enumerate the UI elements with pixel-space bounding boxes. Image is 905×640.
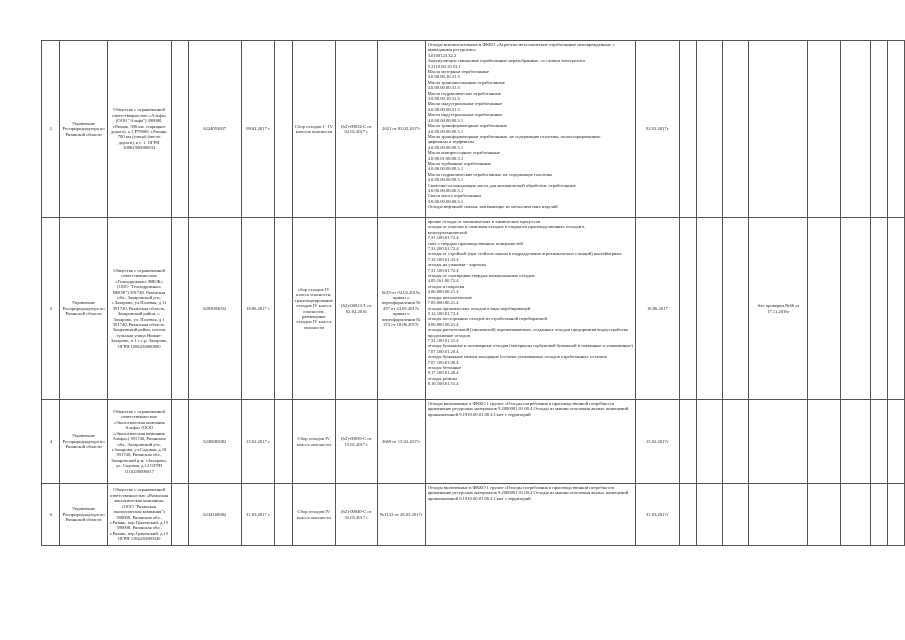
empty-cell (840, 218, 871, 400)
registration-date-cell: 15.02.2017 г (241, 400, 275, 484)
waste-list-cell: прочие отходы от механических и химических процессов отходы от очистки и сжигания отходов в открытом производственных отходов в культуртехнической 7.31.100.01.72.4 смет с твёрдых производственных поверхностей 7.31.200.01.72.4 отходы от стройной (при стойлом заказы в подразделение агрохимических станций) контейнерных 7.32.100.01.33.4 отходы на упаковке - картоны 7.31.100.01.72.4 отходы от сортировки твердых коммунальных отходов 4.05.161.00.72.4 отходы и покраски 4.06.000.00.21.4 отходы металлические 7.05.000.00.21.4 отходы органических отходов в виде перебирающей 9.12.100.01.72.4 отходы посторонних отходов из отработанной перебираемой 4.06.000.00.21.4 отходы растительной (гниловатой) перемешиваемые, созданных отходов предприятия водоустройства продолжение отходов 7.31.100.01.21.4 отходы бумажные и полимерные отходов (материалы горбуновой бумажной и связанные и упакованные) 7.07.100.01.20.4 отходы бумажные мешки заходящие (остатки упакованных отходов отработанных остатков 7.07.100.01.00.4 отходы бетонные 8.17.100.01.20.4 отходы резины 8.16.100.01.51.4 (425, 218, 635, 400)
inn-cell: 6230085082 (188, 400, 241, 484)
empty-cell (171, 400, 188, 484)
empty-cell (808, 41, 840, 218)
empty-cell (871, 484, 888, 546)
inn-cell: 6224053657 (188, 41, 241, 218)
waste-list-cell: Отходы вспомогательных в ФККО «Агрегаты металлические отработанные неповрежденные, с вышедшими ресурсами» 3.0100123.32.2 Аккумуляторы свинцовые отработанные неразобранные, со сливом электролита 9.2110.00.10.53.1 Масла моторные отработанные 4.0.00.00.10.31.3 Масла трансмиссионные отработанные 4.0.00.00.00.31.3 Масла гидравлические отработанные 4.0.00.00.10.31.3 Масла индустриальные отработанные 4.0.00.00.00.31.3 Масла индустриальные отработанные 4.0.00.00.00.00.3.1 Масла трансформаторные отработанные 4.0.00.00.00.00.3.1 Масла трансформаторные отработанные, не содержащие галогены, полихлорированные дифенилы и терфенилы 4.0.00.00.00.00.3.1 Масла компрессорные отработанные 4.0.00.01.00.00.3.1 Масла турбинные отработанные 4.0.00.00.00.00.3.1 Масла гидравлические отработанные, не содержащие галогены 4.0.00.00.00.00.3.1 Смазочно-охлаждающие масла для механической обработки, отработанные 4.0.00.00.00.00.3.1 Смеси масел отработанных 4.0.00.00.00.00.3.1 Отходы нефтяной смазки, вытекающие из металлических изделий (425, 41, 635, 218)
row-number: 6 (42, 484, 60, 546)
empty-cell (871, 218, 888, 400)
decision-cell: №35-от 02.02.2015г, приказ о переоформлении № 457 от 24.05.2017г, приказ о переоформлении № 373 от 18.06.2017г (377, 218, 425, 400)
empty-cell (888, 484, 905, 546)
empty-cell (171, 218, 188, 400)
license-number-cell: (62)-00013-Т от 02.02.2016 (335, 218, 377, 400)
empty-cell (275, 218, 292, 400)
empty-cell (888, 218, 905, 400)
empty-cell (679, 218, 696, 400)
organization-cell: Общество с ограниченной ответственностью «Альфа» (ООО "Альфа") 390000, г.Рязань, 396 км. старицкое дорога), а 1 Р79600, г.Рязань, 700 км (улица) (место дороги), к г. 1, ОГРН 10862300000033 (107, 41, 171, 218)
empty-cell (840, 41, 871, 218)
table-row (42, 484, 905, 546)
license-number-cell: (62)-00040-С от 31.03.2017 г (335, 484, 377, 546)
inn-cell: 6203004032 (188, 218, 241, 400)
empty-cell (840, 484, 871, 546)
activity-cell: Сбор отходов I - IV классов опасности (292, 41, 335, 218)
empty-cell (723, 41, 749, 218)
authority-cell: Управление Росприроднадзора по Рязанской области (60, 400, 107, 484)
date-cell: 15.02.2017г (635, 400, 679, 484)
empty-cell (275, 41, 292, 218)
empty-cell (840, 400, 871, 484)
empty-cell (697, 400, 723, 484)
row-number: 2 (42, 41, 60, 218)
empty-cell (871, 41, 888, 218)
waste-list-cell: Отходы включенные в ФККО 1 группе «Отходы потребления в производственной потребности применение ресурсных материалов 9.2000001.01.00.4 Отходы из машин отопления жилых помещений промышленной 9.1910.00.01.00.4 Смет с территорий (425, 400, 635, 484)
decision-cell: №2133 от 28.03.2017г (377, 484, 425, 546)
date-cell: 31.03.2017г (635, 484, 679, 546)
note-cell (749, 400, 808, 484)
row-number: 3 (42, 218, 60, 400)
activity-cell: сбор отходов IV класса опасности, транспортирование отходов IV класса опасности, размещение отходов IV класса опасности (292, 218, 335, 400)
registration-date-cell: 09.02.2017 г (241, 41, 275, 218)
empty-cell (275, 400, 292, 484)
empty-cell (723, 400, 749, 484)
empty-cell (871, 400, 888, 484)
registration-date-cell: 16.06.2017 г (241, 218, 275, 400)
empty-cell (888, 400, 905, 484)
organization-cell: Общество с ограниченной ответственностью «Рязанская экологическая компания» (ООО "Рязанская экологическая компания") 390000, Рязанская обл., г.Рязань, пер.Грачевский, д.15 390000, Рязанская обл., г.Рязань, пер.Грачевский, д.15 ОГРН 1166230000040 (107, 484, 171, 546)
empty-cell (171, 41, 188, 218)
empty-cell (888, 41, 905, 218)
license-number-cell: (62)-00039-С от 15.02.2017 г (335, 400, 377, 484)
registration-date-cell: 31.03.2017 г (241, 484, 275, 546)
note-cell: Акт проверки №66 от 17.11.2016г (749, 218, 808, 400)
activity-cell: Сбор отходов IV класса опасности (292, 400, 335, 484)
note-cell (749, 484, 808, 546)
authority-cell: Управление Росприроднадзора по Рязанской области (60, 218, 107, 400)
date-cell: 02.02.2017г (635, 41, 679, 218)
empty-cell (723, 218, 749, 400)
empty-cell (679, 484, 696, 546)
activity-cell: Сбор отходов IV класса опасности (292, 484, 335, 546)
empty-cell (697, 484, 723, 546)
authority-cell: Управление Росприроднадзора по Рязанской области (60, 484, 107, 546)
decision-cell: 2621 от 03.02.2017г (377, 41, 425, 218)
empty-cell (679, 400, 696, 484)
table-row (42, 218, 905, 400)
table-row (42, 41, 905, 218)
empty-cell (808, 400, 840, 484)
empty-cell (275, 484, 292, 546)
organization-cell: Общество с ограниченной ответственностью «Экологическая компания Альфа» (ООО «Экологическая компания Альфа») 391740, Рязанская обл., Захаровский р-н, г.Захарово, ул.Садовая, д.10 391740, Рязанская обл., Захаровский р-н, г.Захарово, ул. Садовая, д.12 ОГРН 1116230000017 (107, 400, 171, 484)
empty-cell (723, 484, 749, 546)
waste-list-cell: Отходы включенные в ФККО 1 группе «Отходы потребления в производственной потребности применение ресурсных материалов 9.2000001.01.00.4 Отходы из машин отопления жилых помещений промышленной 9.1910.00.01.00.4 Смет с территорий (425, 484, 635, 546)
license-registry-table (41, 40, 905, 546)
empty-cell (171, 484, 188, 546)
empty-cell (808, 218, 840, 400)
organization-cell: Общество с ограниченной ответственностью «Гелиодромнасс ВВОК» (ООО "Гелиодромнасс ВВОК") 391740, Рязанская обл., Захаровский р-н, с.Захарово, ул.Полевая, д 11 391740, Рязанская область, Захаровский район, с. Захарово, ул. Полевая, д 1 391740, Рязанская область, Захаровский район, поселк тульская улица Нижне-Захарово, п.1 с.с.р. Захарово, ОГРН 1086230000000 (107, 218, 171, 400)
row-number: 4 (42, 400, 60, 484)
table-row (42, 400, 905, 484)
date-cell: 16.06.2017 (635, 218, 679, 400)
decision-cell: 3669 от 15.02.2017г (377, 400, 425, 484)
empty-cell (808, 484, 840, 546)
license-number-cell: (62)-00032-С от 02.02.2017 г (335, 41, 377, 218)
empty-cell (697, 218, 723, 400)
authority-cell: Управление Росприроднадзора по Рязанской области (60, 41, 107, 218)
note-cell (749, 41, 808, 218)
empty-cell (697, 41, 723, 218)
inn-cell: 6234160082 (188, 484, 241, 546)
empty-cell (679, 41, 696, 218)
